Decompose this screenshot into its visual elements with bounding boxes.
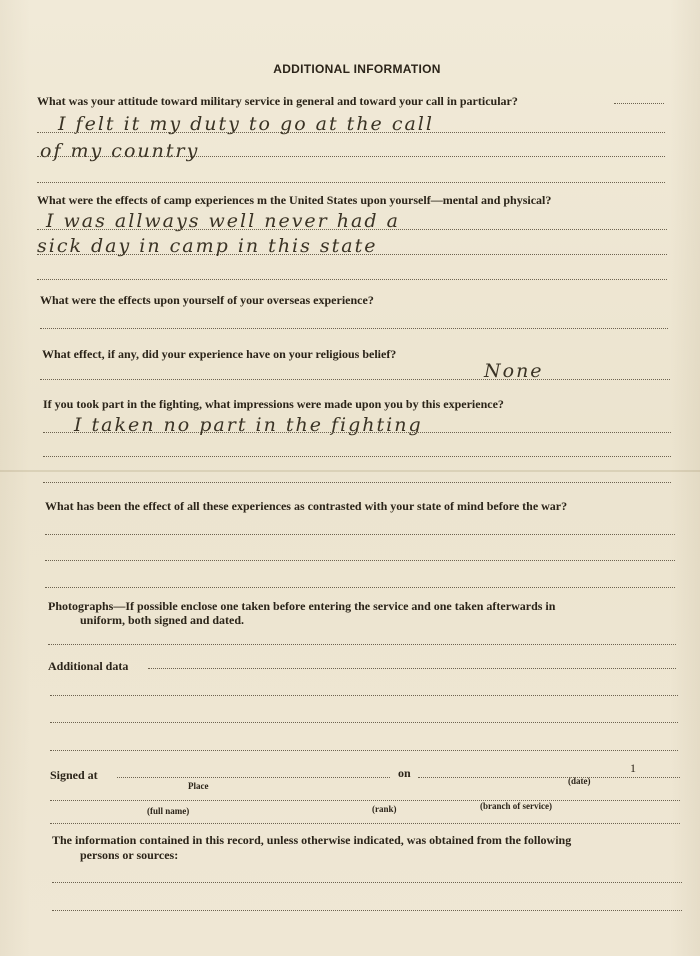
place-line — [117, 777, 390, 778]
answer-line — [43, 482, 671, 483]
answer-religious: None — [484, 360, 544, 382]
question-attitude: What was your attitude toward military service in general and toward your call in particular? — [37, 94, 518, 108]
answer-line — [48, 644, 676, 645]
answer-attitude-line1: I felt it my duty to go at the call — [58, 113, 434, 135]
answer-line — [37, 279, 667, 280]
paper-fold — [0, 470, 700, 472]
question-contrast: What has been the effect of all these experiences as contrasted with your state of mind before the war? — [45, 499, 568, 513]
answer-camp-line2: sick day in camp in this state — [37, 235, 378, 257]
year-digit: 1 — [630, 761, 636, 775]
answer-line — [37, 182, 665, 183]
full-name-caption: (full name) — [147, 806, 190, 816]
answer-line — [45, 587, 675, 588]
answer-line — [148, 668, 676, 669]
answer-camp-line1: I was allways well never had a — [46, 210, 400, 232]
date-caption: (date) — [568, 776, 591, 786]
answer-line — [40, 379, 670, 380]
answer-line — [50, 695, 678, 696]
question-religious: What effect, if any, did your experience have on your religious belief? — [42, 347, 397, 361]
page-title: ADDITIONAL INFORMATION — [273, 62, 441, 76]
answer-line — [50, 750, 678, 751]
answer-line — [614, 103, 664, 104]
answer-line — [37, 254, 667, 255]
answer-fighting: I taken no part in the fighting — [74, 414, 423, 436]
question-camp: What were the effects of camp experiences m the United States upon yourself—mental and physical? — [37, 193, 552, 207]
answer-attitude-line2: of my country — [40, 140, 200, 162]
signature-line-2 — [50, 823, 680, 824]
question-fighting: If you took part in the fighting, what impressions were made upon you by this experience? — [43, 397, 504, 411]
answer-line — [37, 156, 665, 157]
info-sources-line1: The information contained in this record, unless otherwise indicated, was obtained from the following — [52, 833, 572, 847]
signed-at-label: Signed at — [50, 768, 98, 782]
additional-data-label: Additional data — [48, 659, 129, 673]
question-overseas: What were the effects upon yourself of your overseas experience? — [40, 293, 374, 307]
answer-line — [45, 560, 675, 561]
rank-caption: (rank) — [372, 804, 397, 814]
answer-line — [52, 910, 682, 911]
info-sources-line2: persons or sources: — [80, 848, 179, 862]
answer-line — [37, 229, 667, 230]
branch-caption: (branch of service) — [480, 801, 552, 811]
photographs-instruction-line2: uniform, both signed and dated. — [80, 613, 245, 627]
place-caption: Place — [188, 781, 209, 791]
answer-line — [45, 534, 675, 535]
signature-line — [50, 800, 680, 801]
answer-line — [37, 132, 665, 133]
on-label: on — [398, 766, 411, 780]
answer-line — [52, 882, 682, 883]
answer-line — [43, 456, 671, 457]
answer-line — [43, 432, 671, 433]
answer-line — [40, 328, 668, 329]
date-line — [418, 777, 680, 778]
photographs-instruction-line1: Photographs—If possible enclose one taken before entering the service and one taken afterwards in — [48, 599, 556, 613]
answer-line — [50, 722, 678, 723]
